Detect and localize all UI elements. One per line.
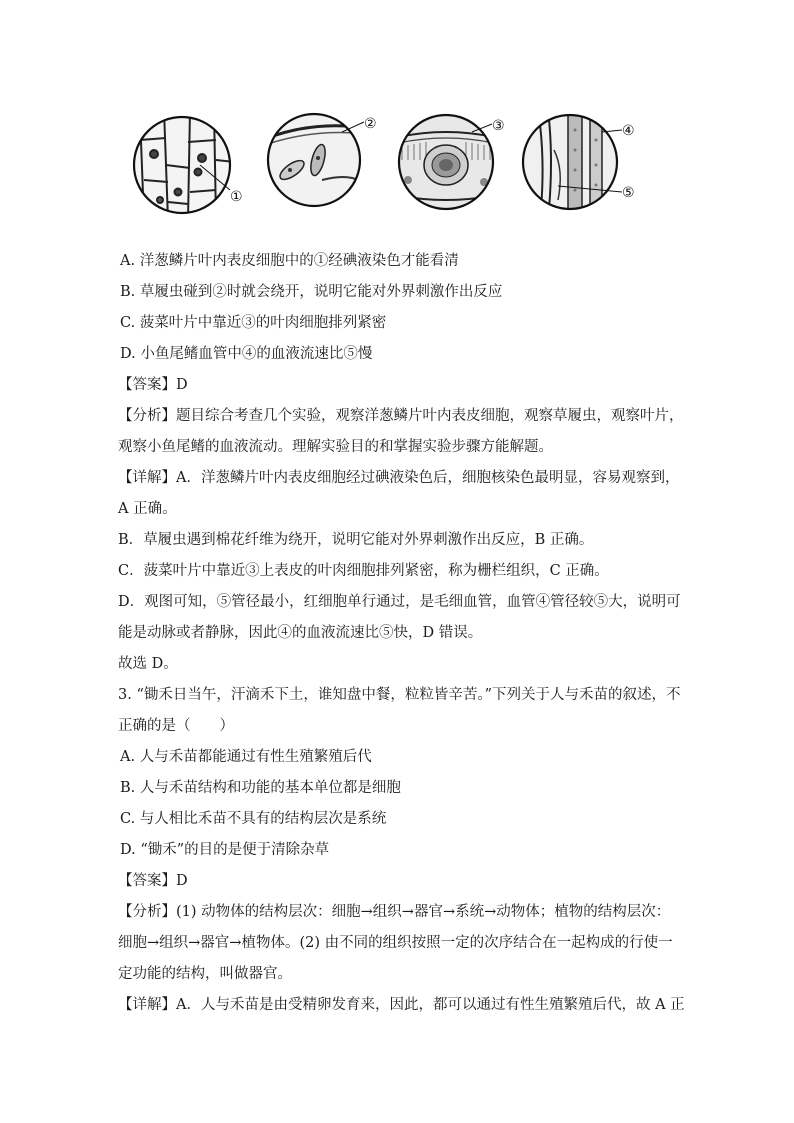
fish-fin-vessels-micrograph xyxy=(518,110,650,220)
q2-answer: 【答案】D xyxy=(118,377,188,393)
q2-analysis-line-2: 观察小鱼尾鳍的血液流动。理解实验目的和掌握实验步骤方能解题。 xyxy=(118,439,553,455)
q3-option-c: C. 与人相比禾苗不具有的结构层次是系统 xyxy=(120,811,387,827)
q2-option-a: A. 洋葱鳞片叶内表皮细胞中的①经碘液染色才能看清 xyxy=(120,253,459,269)
q3-detail-a: 【详解】A．人与禾苗是由受精卵发育来，因此，都可以通过有性生殖繁殖后代，故 A 正 xyxy=(118,997,685,1013)
q2-detail-b: B．草履虫遇到棉花纤维为绕开，说明它能对外界刺激作出反应，B 正确。 xyxy=(118,532,594,548)
q2-detail-c: C．菠菜叶片中靠近③上表皮的叶肉细胞排列紧密，称为栅栏组织，C 正确。 xyxy=(118,563,609,579)
q2-option-c: C. 菠菜叶片中靠近③的叶肉细胞排列紧密 xyxy=(120,315,387,331)
marker-3: ③ xyxy=(492,118,505,134)
q2-detail-d-line-2: 能是动脉或者静脉，因此④的血液流速比⑤快，D 错误。 xyxy=(118,625,483,641)
q2-option-d: D. 小鱼尾鳍血管中④的血液流速比⑤慢 xyxy=(120,346,373,362)
marker-4: ④ xyxy=(622,123,635,139)
marker-5: ⑤ xyxy=(622,185,635,201)
q2-analysis-line-1: 【分析】题目综合考查几个实验，观察洋葱鳞片叶内表皮细胞，观察草履虫，观察叶片， xyxy=(118,408,684,424)
marker-2: ② xyxy=(364,116,377,132)
q2-conclusion: 故选 D。 xyxy=(118,656,178,672)
document-body xyxy=(118,246,685,1021)
q3-stem-line-2: 正确的是（ ） xyxy=(118,718,234,734)
q3-analysis-line-3: 定功能的结构，叫做器官。 xyxy=(118,966,292,982)
q3-option-b: B. 人与禾苗结构和功能的基本单位都是细胞 xyxy=(120,780,401,796)
paramecium-micrograph xyxy=(262,110,387,220)
q3-answer: 【答案】D xyxy=(118,873,188,889)
onion-epidermis-micrograph xyxy=(130,110,255,220)
q2-detail-a-line-2: A 正确。 xyxy=(118,501,177,517)
marker-1: ① xyxy=(230,189,243,205)
q3-analysis-line-1: 【分析】(1) 动物体的结构层次：细胞→组织→器官→系统→动物体；植物的结构层次： xyxy=(118,904,671,920)
q3-analysis-line-2: 细胞→组织→器官→植物体。(2) 由不同的组织按照一定的次序结合在一起构成的行使一 xyxy=(118,935,673,951)
q2-option-b: B. 草履虫碰到②时就会绕开，说明它能对外界刺激作出反应 xyxy=(120,284,503,300)
q3-option-a: A. 人与禾苗都能通过有性生殖繁殖后代 xyxy=(120,749,372,765)
q3-option-d: D. “锄禾”的目的是便于清除杂草 xyxy=(120,842,330,858)
q2-detail-a-line-1: 【详解】A．洋葱鳞片叶内表皮细胞经过碘液染色后，细胞核染色最明显，容易观察到， xyxy=(118,470,680,486)
q3-stem-line-1: 3. “锄禾日当午，汗滴禾下土，谁知盘中餐，粒粒皆辛苦。”下列关于人与禾苗的叙述，不 xyxy=(118,687,681,703)
q2-detail-d-line-1: D．观图可知，⑤管径最小，红细胞单行通过，是毛细血管，血管④管径较⑤大，说明可 xyxy=(118,594,681,610)
microscope-figure-row xyxy=(130,110,650,220)
leaf-cross-section-micrograph xyxy=(394,110,519,220)
